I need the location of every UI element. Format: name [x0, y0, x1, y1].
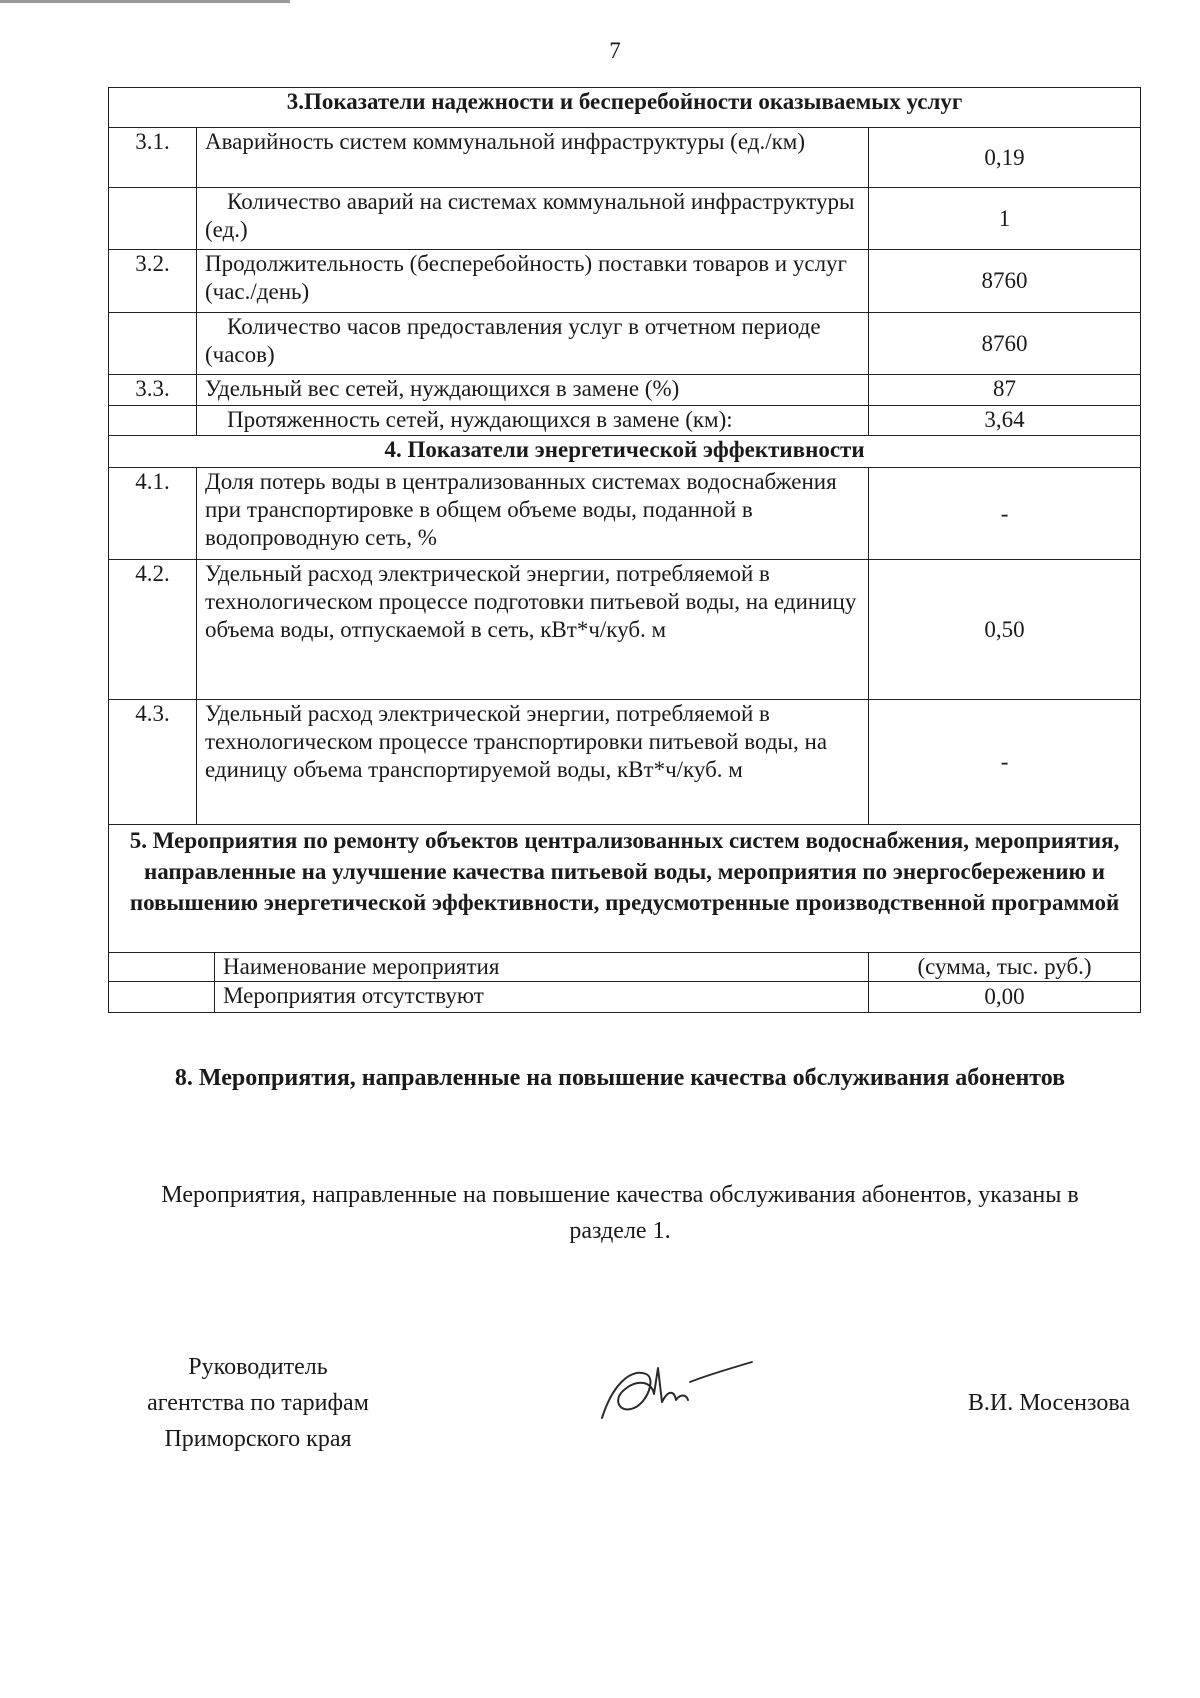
table-row [109, 313, 1141, 375]
section-3-title: 3.Показатели надежности и бесперебойности оказываемых услуг [109, 88, 1141, 128]
section-header-row [109, 825, 1141, 953]
row-value: 0,50 [869, 560, 1141, 700]
page-number: 7 [609, 38, 621, 63]
table-row [109, 188, 1141, 250]
position-line: Приморского края [164, 1426, 352, 1452]
row-number: 4.3. [109, 700, 197, 825]
row-value: - [869, 700, 1141, 825]
row-label: Доля потерь воды в централизованных системах водоснабжения при транспортировке в общем объеме воды, поданной в водопроводную сеть, % [197, 468, 869, 560]
section-8-title: 8. Мероприятия, направленные на повышение качества обслуживания абонентов [174, 1065, 1066, 1091]
row-label: Наименование мероприятия [215, 953, 869, 982]
row-label: Удельный расход электрической энергии, потребляемой в технологическом процессе подготовки питьевой воды, на единицу объема воды, отпускаемой в сеть, кВт*ч/куб. м [197, 560, 869, 700]
section-8-text: Мероприятия, направленные на повышение качества обслуживания абонентов, указаны в разделе 1. [161, 1182, 1079, 1244]
row-number: 4.2. [109, 560, 197, 700]
row-value: - [869, 468, 1141, 560]
empty-cell [109, 953, 215, 982]
position-line: агентства по тарифам [147, 1390, 369, 1416]
table-row [109, 982, 1141, 1013]
section-4-title: 4. Показатели энергетической эффективности [109, 436, 1141, 468]
section-5-title: 5. Мероприятия по ремонту объектов централизованных систем водоснабжения, мероприятия, направленные на улучшение качества питьевой воды, мероприятия по энергосбережению и повышению энергетической эффективности, предусмотренные производственной программой [109, 825, 1141, 953]
row-number [109, 188, 197, 250]
row-value: 87 [869, 375, 1141, 406]
row-number: 3.3. [109, 375, 197, 406]
signatory-name: В.И. Мосензова [967, 1390, 1130, 1416]
signatory-position [108, 1349, 408, 1457]
row-label: Удельный вес сетей, нуждающихся в замене (%) [197, 375, 869, 406]
row-label: Количество аварий на системах коммунальной инфраструктуры (ед.) [197, 188, 869, 250]
table-row [109, 406, 1141, 436]
table-row [109, 375, 1141, 406]
row-value: 0,19 [869, 128, 1141, 188]
row-value: 8760 [869, 313, 1141, 375]
table-row [109, 128, 1141, 188]
row-value: 8760 [869, 250, 1141, 313]
row-label: Продолжительность (бесперебойность) поставки товаров и услуг (час./день) [197, 250, 869, 313]
indicators-table [108, 87, 1141, 1013]
table-row [109, 953, 1141, 982]
row-number [109, 313, 197, 375]
table-row [109, 700, 1141, 825]
row-value: 3,64 [869, 406, 1141, 436]
row-value: 0,00 [869, 982, 1141, 1013]
empty-cell [109, 982, 215, 1013]
row-label: Удельный расход электрической энергии, потребляемой в технологическом процессе транспортировки питьевой воды, на единицу объема транспортируемой воды, кВт*ч/куб. м [197, 700, 869, 825]
handwritten-signature [590, 1338, 760, 1428]
row-value: 1 [869, 188, 1141, 250]
scan-edge-line [0, 0, 290, 3]
row-number: 3.2. [109, 250, 197, 313]
table-row [109, 468, 1141, 560]
section-header-row [109, 436, 1141, 468]
row-number: 3.1. [109, 128, 197, 188]
row-label: Протяженность сетей, нуждающихся в замене (км): [197, 406, 869, 436]
row-number [109, 406, 197, 436]
row-value: (сумма, тыс. руб.) [869, 953, 1141, 982]
row-label: Мероприятия отсутствуют [215, 982, 869, 1013]
row-label: Количество часов предоставления услуг в отчетном периоде (часов) [197, 313, 869, 375]
table-row [109, 250, 1141, 313]
row-label: Аварийность систем коммунальной инфраструктуры (ед./км) [197, 128, 869, 188]
table-row [109, 560, 1141, 700]
section-header-row [109, 88, 1141, 128]
position-line: Руководитель [188, 1354, 328, 1380]
row-number: 4.1. [109, 468, 197, 560]
